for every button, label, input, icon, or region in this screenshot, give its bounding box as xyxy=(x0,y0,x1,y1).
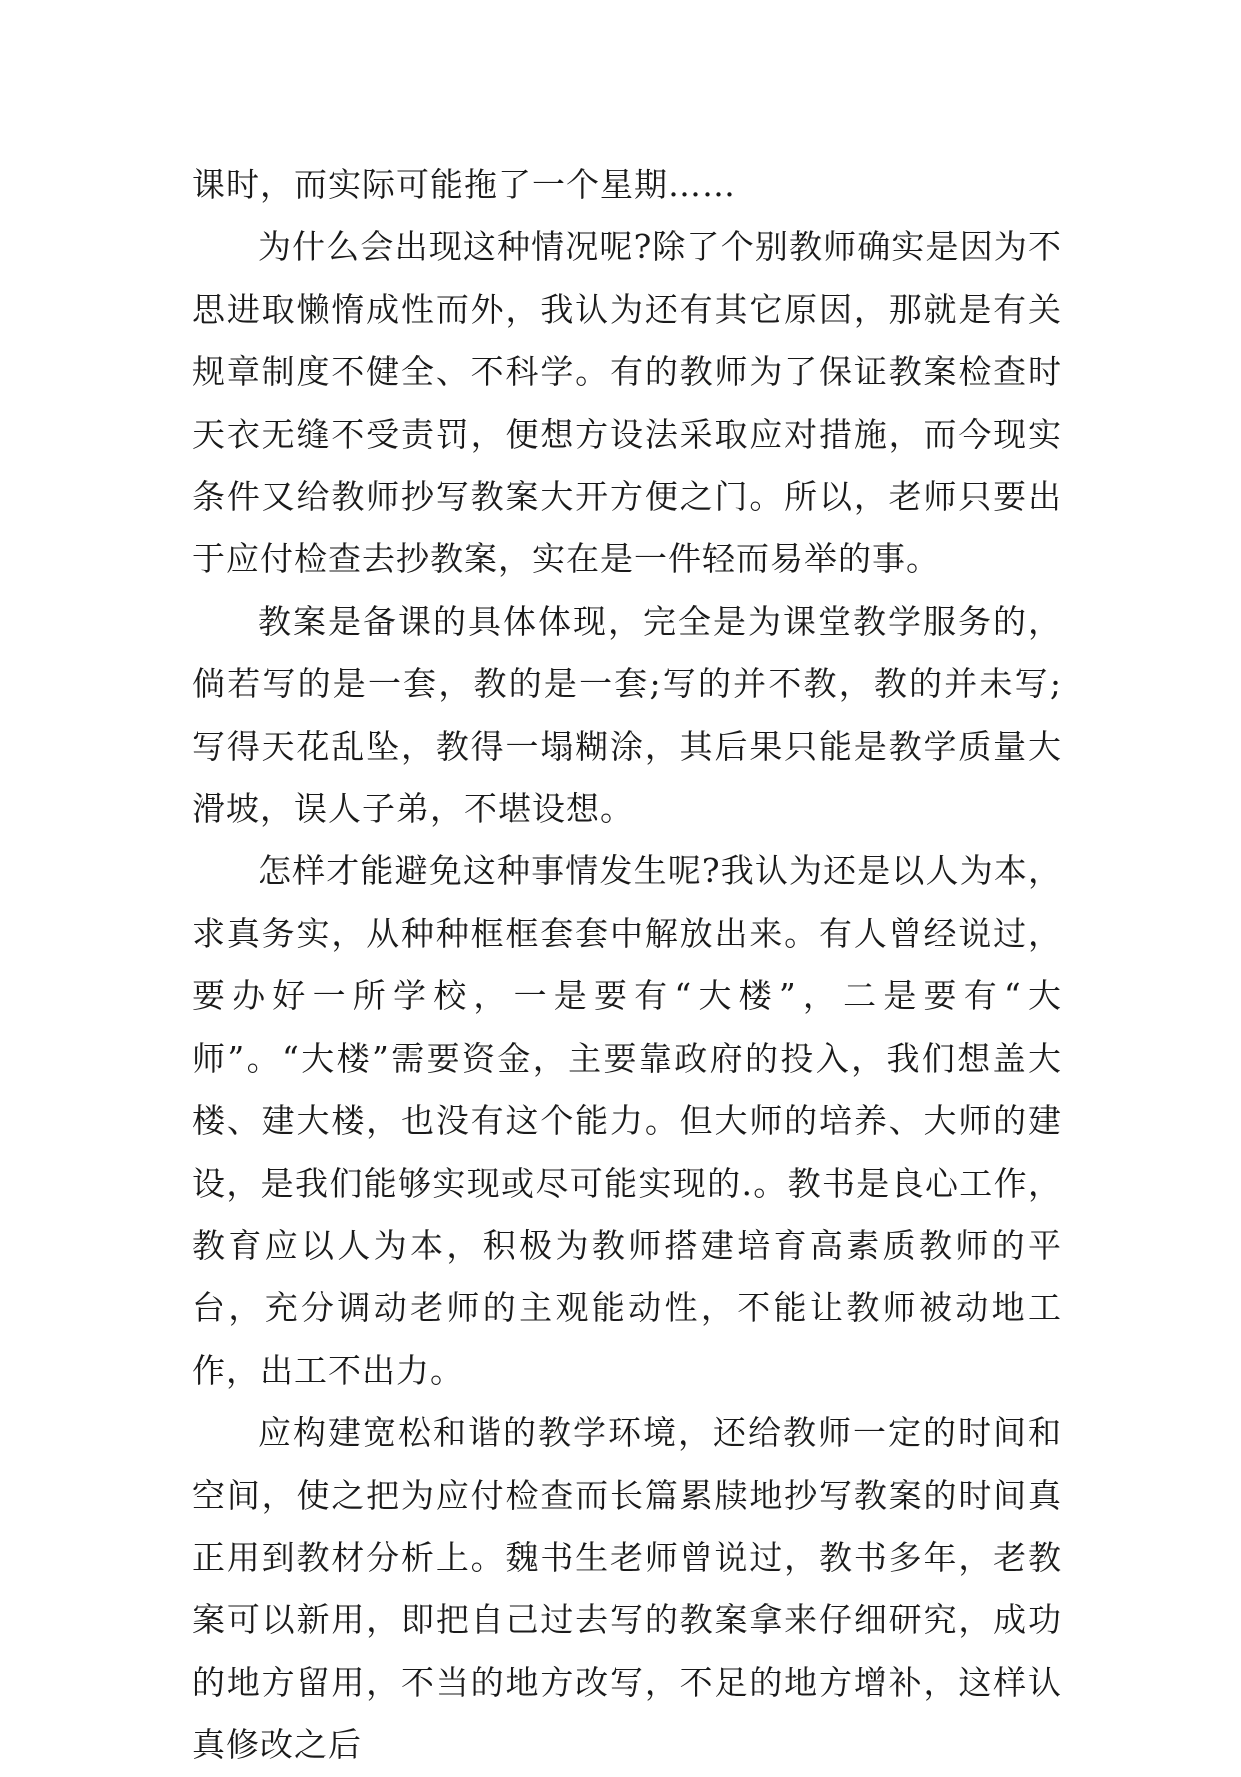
document-body xyxy=(192,154,1062,1777)
paragraph: 为什么会出现这种情况呢?除了个别教师确实是因为不思进取懒惰成性而外，我认为还有其它原因，那就是有关规章制度不健全、不科学。有的教师为了保证教案检查时天衣无缝不受责罚，便想方设法采取应对措施，而今现实条件又给教师抄写教案大开方便之门。所以，老师只要出于应付检查去抄教案，实在是一件轻而易举的事。 xyxy=(192,227,1062,579)
paragraph-continuation: 课时，而实际可能拖了一个星期…… xyxy=(192,165,736,204)
paragraph: 应构建宽松和谐的教学环境，还给教师一定的时间和空间，使之把为应付检查而长篇累牍地抄写教案的时间真正用到教材分析上。魏书生老师曾说过，教书多年，老教案可以新用，即把自己过去写的教案拿来仔细研究，成功的地方留用，不当的地方改写，不足的地方增补，这样认真修改之后 xyxy=(192,1413,1062,1765)
paragraph: 怎样才能避免这种事情发生呢?我认为还是以人为本，求真务实，从种种框框套套中解放出来。有人曾经说过，要办好一所学校，一是要有“大楼”，二是要有“大师”。“大楼”需要资金，主要靠政府的投入，我们想盖大楼、建大楼，也没有这个能力。但大师的培养、大师的建设，是我们能够实现或尽可能实现的.。教书是良心工作，教育应以人为本，积极为教师搭建培育高素质教师的平台，充分调动老师的主观能动性，不能让教师被动地工作，出工不出力。 xyxy=(192,851,1062,1390)
paragraph: 教案是备课的具体体现，完全是为课堂教学服务的，倘若写的是一套，教的是一套;写的并不教，教的并未写;写得天花乱坠，教得一塌糊涂，其后果只能是教学质量大滑坡，误人子弟，不堪设想。 xyxy=(192,601,1062,829)
